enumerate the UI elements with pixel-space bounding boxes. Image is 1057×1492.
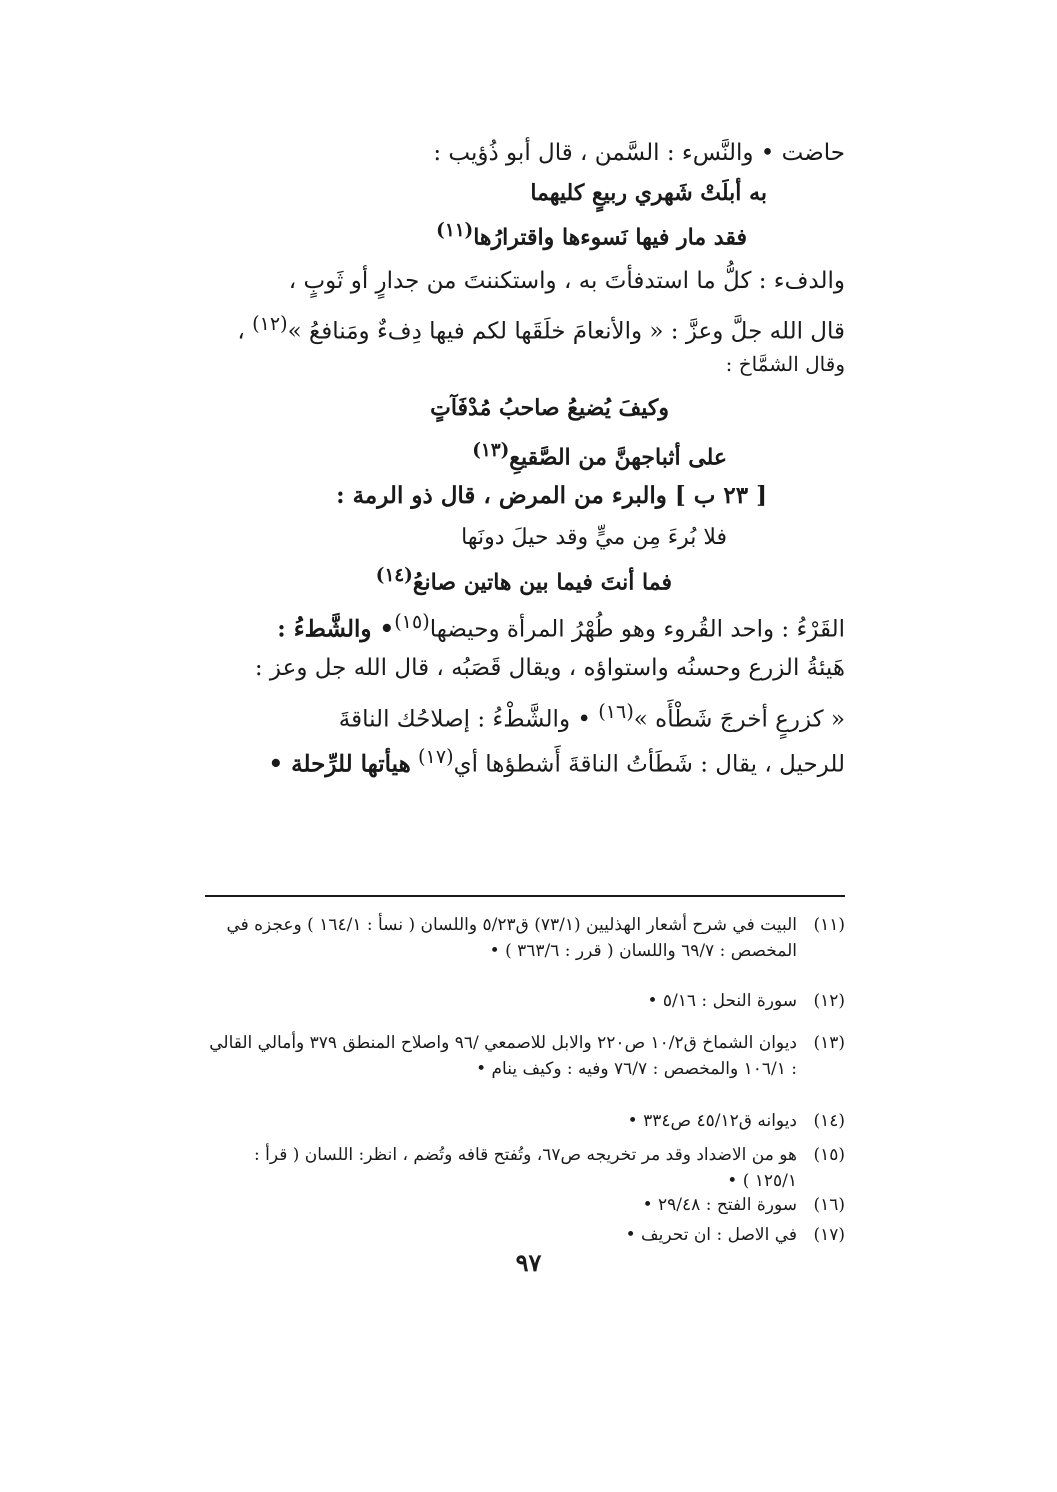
- footnote-15: [207, 1142, 845, 1194]
- footnote-text: في الاصل : ان تحريف •: [625, 1225, 797, 1245]
- text: والدفء : كلُّ ما استدفأتَ به ، واستكننتَ من جدارٍ أو ثَوبٍ ،: [288, 268, 845, 294]
- footnote-number: (١٢): [813, 991, 845, 1011]
- footnote-number: (١١): [813, 915, 845, 935]
- verse-line: [472, 440, 727, 470]
- footnote-number: (١٣): [813, 1033, 845, 1053]
- footnote-12: [207, 988, 845, 1014]
- footnote-11: [207, 912, 845, 964]
- text: قال الله جلَّ وعزَّ : « والأنعامَ خلَقَها لكم فيها دِفءٌ ومَنافعُ »: [287, 318, 845, 345]
- text: القَرْءُ : واحد القُروء وهو طُهْرُ المرأة وحيضها: [429, 616, 845, 643]
- text-line: [277, 610, 845, 643]
- footnote-number: (١٤): [813, 1111, 845, 1131]
- footnote-ref: (١٥): [394, 610, 430, 633]
- footnote-text: ديوان الشماخ ق١٠/٢ ص٢٢٠ والابل للاصمعي /٩٦ واصلاح المنطق ٣٧٩ وأمالي القالي : ١٠٦/١ والمخصص : ٧٦/٧ وفيه : وكيف ينام •: [209, 1033, 797, 1079]
- footnote-16: [207, 1192, 845, 1218]
- footnote-text: سورة الفتح : ٢٩/٤٨ •: [642, 1195, 797, 1215]
- footnote-text: البيت في شرح أشعار الهذليين (٧٣/١) ق٥/٢٣ واللسان ( نسأ : ١٦٤/١ ) وعجزه في المخصص : ٦٩/٧ واللسان ( قرر : ٣٦٣/٦ ) •: [226, 915, 797, 961]
- text: ،: [237, 318, 245, 345]
- footnote-ref: (١١): [436, 220, 474, 241]
- text: للرحيل ، يقال : شَطَأتُ الناقةَ أَشطؤها أي: [453, 751, 845, 778]
- verse-line: [461, 525, 727, 550]
- footnote-13: [207, 1030, 845, 1082]
- verse-line: [376, 565, 672, 595]
- footnote-17: [207, 1222, 845, 1248]
- verse-line: [530, 180, 767, 206]
- text-line: [237, 312, 845, 345]
- text-line-1: [433, 140, 845, 166]
- text: فقد مار فيها نَسوءها واقترارُها: [473, 224, 747, 251]
- footnote-ref: (١٣): [472, 440, 510, 461]
- text: « كزرعٍ أخرجَ شَطْأَه »: [633, 706, 845, 733]
- footnote-text: سورة النحل : ٥/١٦ •: [647, 991, 797, 1011]
- verse-line: [436, 220, 747, 250]
- text: حاضت • والنَّسء : السَّمن ، قال أبو ذُؤيب :: [433, 140, 845, 166]
- text-line: [289, 268, 845, 294]
- text-line: [268, 745, 845, 778]
- text: • والشَّطءُ :: [277, 615, 395, 643]
- text: [ ٢٣ ب ] والبرء من المرض ، قال ذو الرمة :: [336, 482, 767, 509]
- footnote-number: (١٧): [813, 1225, 845, 1245]
- text-line: [339, 700, 845, 733]
- footnote-ref: (١٧): [418, 745, 454, 768]
- text: هيأتها للرِّحلة •: [268, 750, 411, 778]
- verse-line: [430, 395, 669, 421]
- footnote-14: [207, 1108, 845, 1134]
- footnote-ref: (١٢): [252, 312, 288, 335]
- text: فلا بُرءَ مِن ميٍّ وقد حيلَ دونَها: [461, 525, 727, 550]
- text-line: [726, 352, 845, 376]
- text: وقال الشمَّاخ :: [725, 352, 845, 376]
- text: على أثباجهنَّ من الصَّقيعِ: [509, 444, 727, 471]
- footnote-divider: [205, 895, 845, 897]
- text: فما أنتَ فيما بين هاتين صانعُ: [412, 569, 672, 596]
- footnote-text: ديوانه ق٤٥/١٢ ص٣٣٤ •: [627, 1111, 797, 1131]
- text: به أبلَتْ شَهري ربيعٍ كليهما: [530, 180, 767, 206]
- footnote-ref: (١٦): [598, 700, 634, 723]
- footnote-number: (١٦): [813, 1195, 845, 1215]
- text: هَيئةُ الزرع وحسنُه واستواؤه ، ويقال قَصَبُه ، قال الله جل وعز :: [254, 655, 845, 681]
- footnote-number: (١٥): [813, 1145, 845, 1165]
- footnote-text: هو من الاضداد وقد مر تخريجه ص٦٧، وتُفتح قافه وتُضم ، انظر: اللسان ( قرأ : ١٢٥/١ ) •: [253, 1145, 797, 1191]
- page-number: ٩٧: [515, 1248, 542, 1277]
- text: وكيفَ يُضيعُ صاحبُ مُدْفَآتٍ: [430, 395, 669, 421]
- text: • والشَّطْءُ : إصلاحُك الناقةَ: [338, 706, 591, 733]
- footnote-ref: (١٤): [375, 565, 413, 586]
- text-line: [255, 655, 845, 681]
- text-line: [336, 482, 767, 509]
